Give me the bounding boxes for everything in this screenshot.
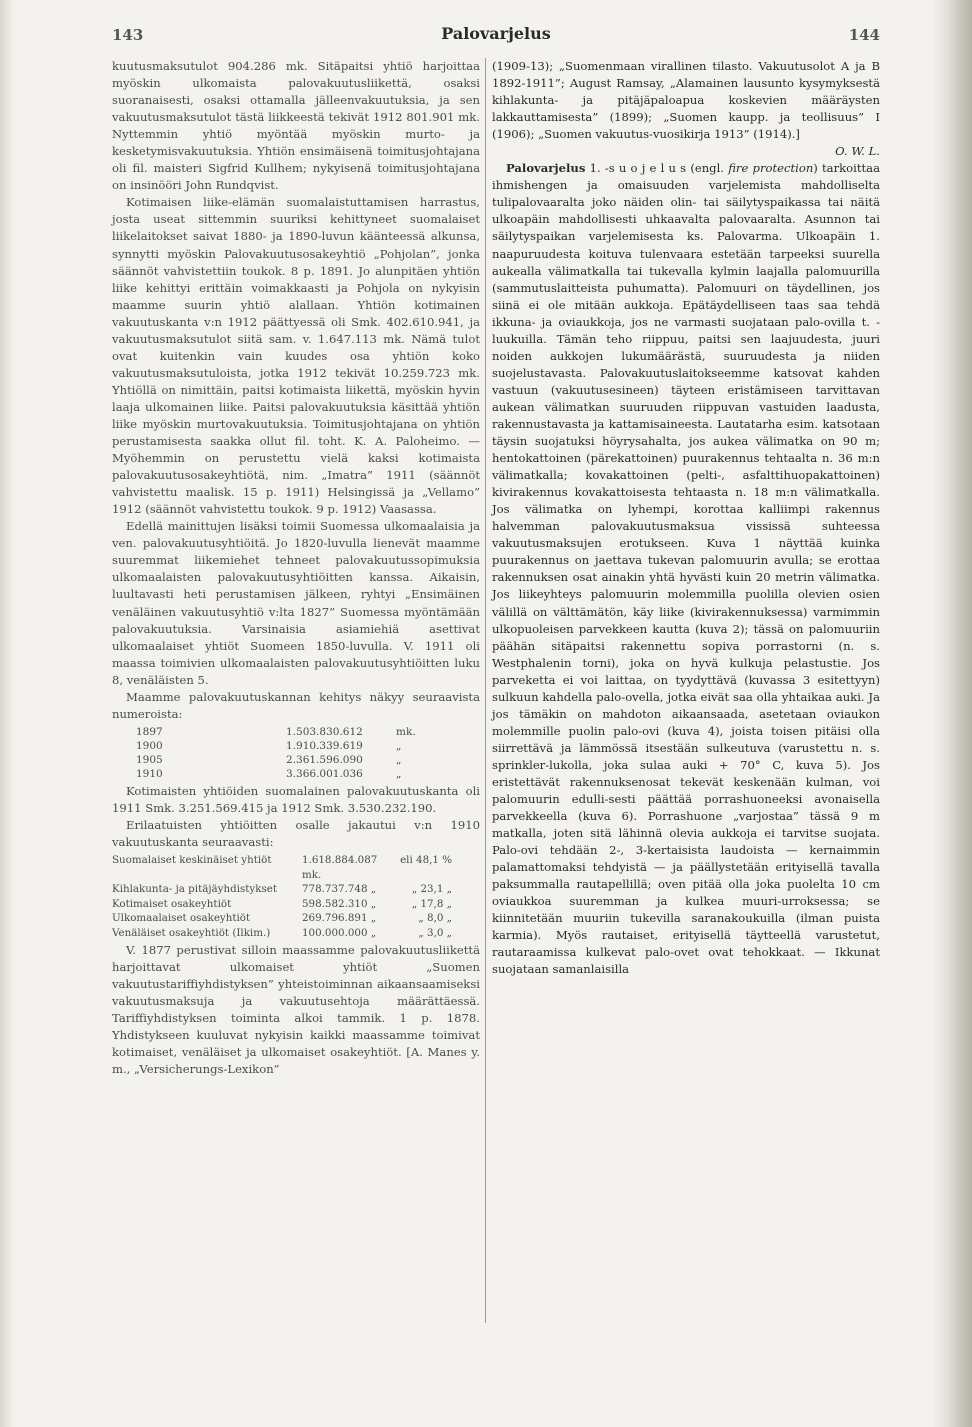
table-row: 1897 1.503.830.612 mk. [136, 725, 416, 738]
column-divider [485, 58, 486, 1323]
table-row: Kihlakunta- ja pitäjäyhdistykset 778.737.748 „ „ 23,1 „ [112, 883, 452, 896]
paragraph: (1909-13); „Suomenmaan virallinen tilasto. Vakuutusolot A ja B 1892-1911”; August Ramsay, „Alamainen lausunto kysymyksestä kihlakunta- ja pitäjäpaloapua koskevien määräysten lakkauttamisesta” (1899); „Suomen kaupp. ja teollisuus” I (1906); „Suomen vakuutus-vuosikirja 1913” (1914).] [492, 59, 880, 142]
page-number-right: 144 [848, 26, 880, 44]
entry-paragraph: Palovarjelus 1. -s u o j e l u s (engl. fire protection) tarkoittaa ihmishengen ja omaisuuden varjelemista mahdolliselta tulipalovaaralta joko näiden olin- tai säilytyspaikassa tai näitä ulkoapäin mahdollisesti uhkaavalta palovaaralta. Asunnon tai säilytyspaikan varjelemisesta ks. Palovarma. Ulkoapäin 1. naapuruudesta koituva tulenvaara estetään tarpeeksi suurella aukealla välimatkalla tai tukevalla kylmin laajalla palomuurilla (sammutuslaitteista puhumatta). Palomuuri on täydellinen, jos siinä ei ole mitään aukkoja. Epätäydelliseen taas saa tehdä ikkuna- ja oviaukkoja, jos ne varmasti suojataan palo-ovilla t. -luukuilla. Tämän teho riippuu, paitsi sen laajuudesta, juuri noiden aukkojen lukumäärästä, suuruudesta ja niiden suojelustavasta. Palovakuutuslaitokseemme katsovat kahden vastuun (vakuutusesineen) täyteen eristämiseen tarvittavan aukean välimatkan suuruuden riippuvan vastuiden laadusta, rakennustavasta ja kattamisaineesta. Lautatarha esim. katsotaan täysin suojatuksi höyrysahalta, jos aukea välimatka on 90 m; hentokattoinen (pärekattoinen) puurakennus tehtaalta n. 36 m:n välimatkalla; kovakattoinen (pelti-, asfalttihuopakattoinen) kivirakennus kovakattoisesta tehtaasta n. 18 m:n välimatkalla. Jos välimatka on lyhempi, korottaa kalliimpi rakennus halvemman palovakuutusmaksua vississä suhteessa vakuutusmaksujen erotukseen. Kuva 1 näyttää kuinka puurakennus on jaettava tukevan palomuurin avulla; se erottaa rakennuksen osat ainakin yhtä hyvästi kuin 20 metrin välimatka. Jos liikeyhteys palomuurin molemmilla puolilla olevien osien välillä on välttämätön, käy liike (kivirakennuksessa) varmimmin ulkopuoleisen parvekkeen kautta (kuva 2); tässä on palomuuriin päähän sitäpaitsi rakennettu sopiva porrastorni (n. s. Westphalenin torni), joka on hyvä kulkuja pelastustie. Jos parveketta ei voi laittaa, on tyydyttävä (kuvassa 3 esitettyyn) sulkuun kahdella palo-ovella, jotka eivät saa olla yhtaikaa auki. Ja jos tämäkin on mahdoton aikaansaada, asetetaan oviaukon molemmille puolin palo-ovi (kuva 4), joista toisen pitäisi olla siirrettävä ja lämmössä itsestään sulkeutuva (varustettu n. s. sprinkler-lukolla, joka sulaa auki + 70° C, kuva 5). Jos eristettävät rakennuksenosat tekevät keskenään kulman, voi palomuurin edulli-sesti päättää porrashuoneeksi avonaisella parvekkeella (kuva 6). Porrashuone „varjostaa” tässä 9 m matkalla, joten sitä lähinnä olevia aukkoja ei tarvitse suojata. Palo-ovi tehdään 2-, 3-kertaisista laudoista — kernaimmin palamattomaksi tehdyistä — ja päällystetään erityisellä tavalla paksummalla rautapellillä; oven pitää olla joka puolelta 10 cm oviaukkoa suuremman ja kulkea muuri-urroksessa; se kiinnitetään muuriin tukevilla saranakoukuilla (ilman puista karmia). Myös rautaiset, erityisellä täytteellä varustetut, rautaraamissa kulkevat palo-ovet ovat tehokkaat. — Ikkunat suojataan samanlaisilla [492, 161, 880, 977]
paragraph: Kotimaisten yhtiöiden suomalainen palovakuutuskanta oli 1911 Smk. 3.251.569.415 ja 1912 Smk. 3.530.232.190. [112, 783, 480, 815]
paragraph: Kotimaisen liike-elämän suomalaistuttamisen harrastus, josta useat sittemmin suuriksi kehittyneet suomalaiset liikelaitokset saivat 1880- ja 1890-luvun käänteessä alkunsa, synnytti myöskin Palovakuutusosakeyhtiö „Pohjolan”, jonka säännöt vahvistettiin toukok. 8 p. 1891. Jo alunpitäen yhtiön liike kehittyi erittäin voimakkaasti ja Pohjola on nykyisin maamme suurin yhtiö alallaan. Yhtiön kotimainen vakuutuskanta v:n 1912 päättyessä oli Smk. 402.610.941, ja vakuutusmaksutulot siitä sam. v. 1.647.113 mk. Nämä tulot ovat kuitenkin vain kuudes osa yhtiön koko vakuutusmaksutuloista, jotka 1912 tekivät 10.259.723 mk. Yhtiöllä on nimittäin, paitsi kotimaista liikettä, myöskin hyvin laaja ulkomainen liike. Paitsi palovakuutuksia käsittää yhtiön liike myöskin murtovakuutuksia. Toimitusjohtajana on yhtiön perustamisesta saakka ollut fil. toht. K. A. Paloheimo. — Myöhemmin on perustettu vielä kaksi kotimaista palovakuutusosakeyhtiötä, nim. „Imatra” 1911 (säännöt vahvistettu maalisk. 15 p. 1911) Helsingissä ja „Vellamo” 1912 (säännöt vahvistettu toukok. 9 p. 1912) Vaasassa. [112, 195, 480, 517]
table-row: 1905 2.361.596.090 „ [136, 753, 402, 766]
entry-headword: Palovarjelus [506, 161, 586, 176]
table-row: Venäläiset osakeyhtiöt (Ilkim.) 100.000.000 „ „ 3,0 „ [112, 926, 452, 939]
table-row: Kotimaiset osakeyhtiöt 598.582.310 „ „ 17,8 „ [112, 897, 452, 910]
paragraph: V. 1877 perustivat silloin maassamme palovakuutusliikettä harjoittavat ulkomaiset yhtiöt „Suomen vakuutustariffiyhdistyksen” yhteistoiminnan aikaansaamiseksi vakuutusmaksuja ja vakuutusehtoja määrättäessä. Tariffiyhdistyksen toiminta alkoi tammik. 1 p. 1878. Yhdistykseen kuuluvat nykyisin kaikki maassamme toimivat kotimaiset, venäläiset ja ulkomaiset osakeyhtiöt. [A. Manes y. m., „Versicherungs-Lexikon” [112, 943, 480, 1077]
table-row: Ulkomaalaiset osakeyhtiöt 269.796.891 „ „ 8,0 „ [112, 912, 452, 925]
table-row: 1910 3.366.001.036 „ [136, 767, 402, 780]
page-header [112, 20, 880, 48]
author-signature: O. W. L. [835, 144, 880, 159]
running-title: Palovarjelus [441, 24, 551, 43]
distribution-table [112, 853, 480, 940]
table-row: 1900 1.910.339.619 „ [136, 739, 402, 752]
insurance-stats-table [136, 725, 480, 781]
page-number-left: 143 [112, 26, 144, 44]
paragraph: Maamme palovakuutuskannan kehitys näkyy seuraavista numeroista: [112, 689, 480, 721]
paragraph: kuutusmaksutulot 904.286 mk. Sitäpaitsi yhtiö harjoittaa myöskin ulkomaista palovakuutusliikettä, osaksi suoranaisesti, osaksi ottamalla jälleenvakuutuksia, ja sen vakuutusmaksutulot tästä liikkeestä tekivät 1912 801.901 mk. Nyttemmin yhtiö myöntää myöskin murto- ja kesketymisvakuutuksia. Yhtiön ensimäisenä toimitusjohtajana oli fil. maisteri Sigfrid Kullhem; nykyisenä toimitusjohtajana on insinööri John Rundqvist. [112, 59, 480, 193]
right-column [492, 58, 880, 979]
page-edge [932, 0, 972, 1427]
table-row: Suomalaiset keskinäiset yhtiöt 1.618.884.087 mk. eli 48,1 % [112, 854, 452, 881]
paragraph: Erilaatuisten yhtiöitten osalle jakautui v:n 1910 vakuutuskanta seuraavasti: [112, 817, 480, 849]
left-column [112, 58, 480, 1078]
paragraph: Edellä mainittujen lisäksi toimii Suomessa ulkomaalaisia ja ven. palovakuutusyhtiöitä. Jo 1820-luvulla lienevät maamme suuremmat liikemiehet tehneet palovakuutussopimuksia ulkomaalaisten palovakuutusyhtiöitten kanssa. Aikaisin, luultavasti heti perustamisen jälkeen, ryhtyi „Ensimäinen venäläinen vakuutusyhtiö v:lta 1827” Suomessa myöntämään palovakuutuksia. Varsinaisia asiamiehiä asettivat ulkomaalaiset yhtiöt Suomeen 1850-luvulla. V. 1911 oli maassa toimivien ulkomaalaisten palovakuutusyhtiöitten luku 8, venäläisten 5. [112, 519, 480, 687]
book-spine-shadow [0, 0, 14, 1427]
